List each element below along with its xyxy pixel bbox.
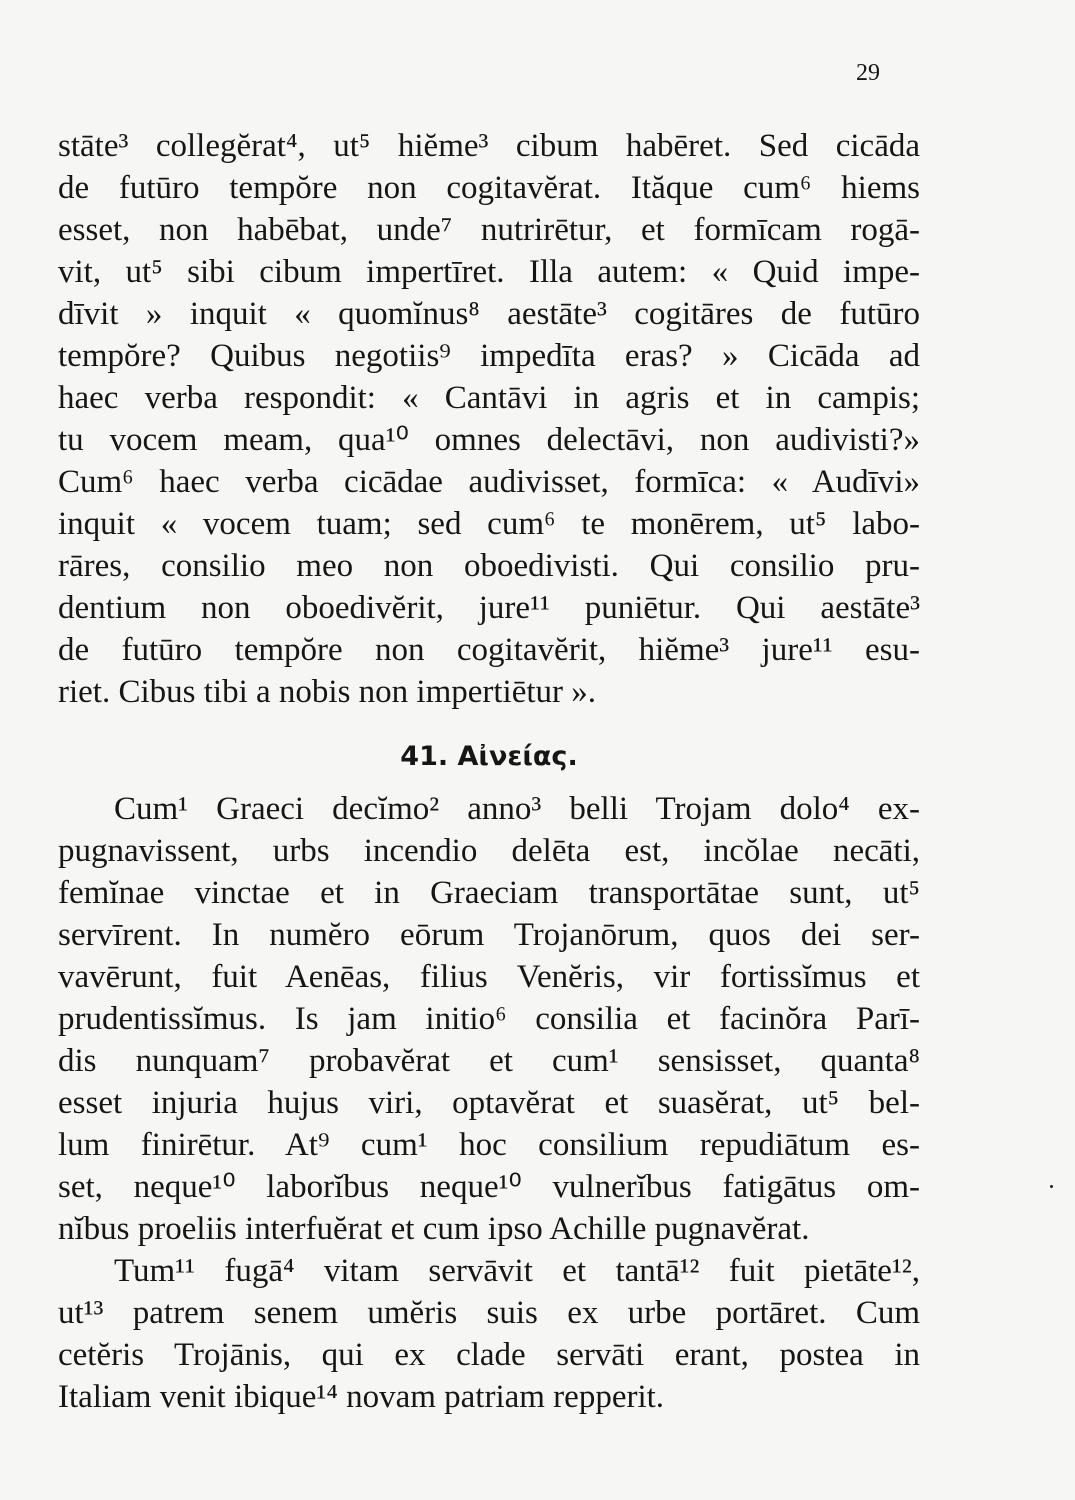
text-line: Cum¹ Graeci decĭmo² anno³ belli Trojam dolo⁴ ex- <box>114 791 920 827</box>
text-line: dentium non oboedivĕrit, jure¹¹ puniētur. Qui aestāte³ <box>58 590 920 626</box>
text-line: cetĕris Trojānis, qui ex clade servāti erant, postea in <box>58 1337 920 1373</box>
text-line: stāte³ collegĕrat⁴, ut⁵ hiĕme³ cibum habēret. Sed cicāda <box>58 128 920 164</box>
text-line: riet. Cibus tibi a nobis non impertiētur ». <box>58 674 597 710</box>
text-line: de futūro tempŏre non cogitavĕrit, hiĕme³ jure¹¹ esu- <box>58 632 920 668</box>
text-line: inquit « vocem tuam; sed cum⁶ te monērem, ut⁵ labo- <box>58 506 920 542</box>
text-line: rāres, consilio meo non oboedivisti. Qui consilio pru- <box>58 548 920 584</box>
text-line: haec verba respondit: « Cantāvi in agris et in campis; <box>58 380 920 416</box>
text-line: tempŏre? Quibus negotiis⁹ impedīta eras? » Cicāda ad <box>58 338 920 374</box>
text-line: femĭnae vinctae et in Graeciam transportātae sunt, ut⁵ <box>58 875 920 911</box>
text-line: set, neque¹⁰ laborĭbus neque¹⁰ vulnerĭbus fatigātus om- <box>58 1169 920 1205</box>
text-line: vavērunt, fuit Aenēas, filius Venĕris, vir fortissĭmus et <box>58 959 920 995</box>
text-line: esset injuria hujus viri, optavĕrat et suasĕrat, ut⁵ bel- <box>58 1085 920 1121</box>
print-speck <box>1050 1185 1053 1188</box>
text-line: Italiam venit ibique¹⁴ novam patriam repperit. <box>58 1379 665 1415</box>
text-line: dīvit » inquit « quomĭnus⁸ aestāte³ cogitāres de futūro <box>58 296 920 332</box>
text-line: dis nunquam⁷ probavĕrat et cum¹ sensisset, quanta⁸ <box>58 1043 920 1079</box>
section-heading: 41. Aἰνείας. <box>400 741 578 772</box>
page-number: 29 <box>856 60 880 86</box>
text-line: Cum⁶ haec verba cicādae audivisset, formīca: « Audīvi» <box>58 464 920 500</box>
text-line: lum finirētur. At⁹ cum¹ hoc consilium repudiātum es- <box>58 1127 920 1163</box>
text-line: servīrent. In numĕro eōrum Trojanōrum, quos dei ser- <box>58 917 920 953</box>
text-line: vit, ut⁵ sibi cibum impertīret. Illa autem: « Quid impe- <box>58 254 920 290</box>
text-line: nĭbus proeliis interfuĕrat et cum ipso Achille pugnavĕrat. <box>58 1211 810 1247</box>
text-line: tu vocem meam, qua¹⁰ omnes delectāvi, non audivisti?» <box>58 422 920 458</box>
paragraph-aeneas-1 <box>58 788 920 1250</box>
text-line: pugnavissent, urbs incendio delēta est, incŏlae necāti, <box>58 833 920 869</box>
paragraph-aeneas-2 <box>58 1250 920 1418</box>
text-line: prudentissĭmus. Is jam initio⁶ consilia et facinŏra Parī- <box>58 1001 920 1037</box>
paragraph-cicada-ending <box>58 125 920 713</box>
text-line: Tum¹¹ fugā⁴ vitam servāvit et tantā¹² fuit pietāte¹², <box>114 1253 920 1289</box>
text-line: esset, non habēbat, unde⁷ nutrirētur, et formīcam rogā- <box>58 212 920 248</box>
text-line: de futūro tempŏre non cogitavĕrat. Ităque cum⁶ hiems <box>58 170 920 206</box>
text-line: ut¹³ patrem senem umĕris suis ex urbe portāret. Cum <box>58 1295 920 1331</box>
